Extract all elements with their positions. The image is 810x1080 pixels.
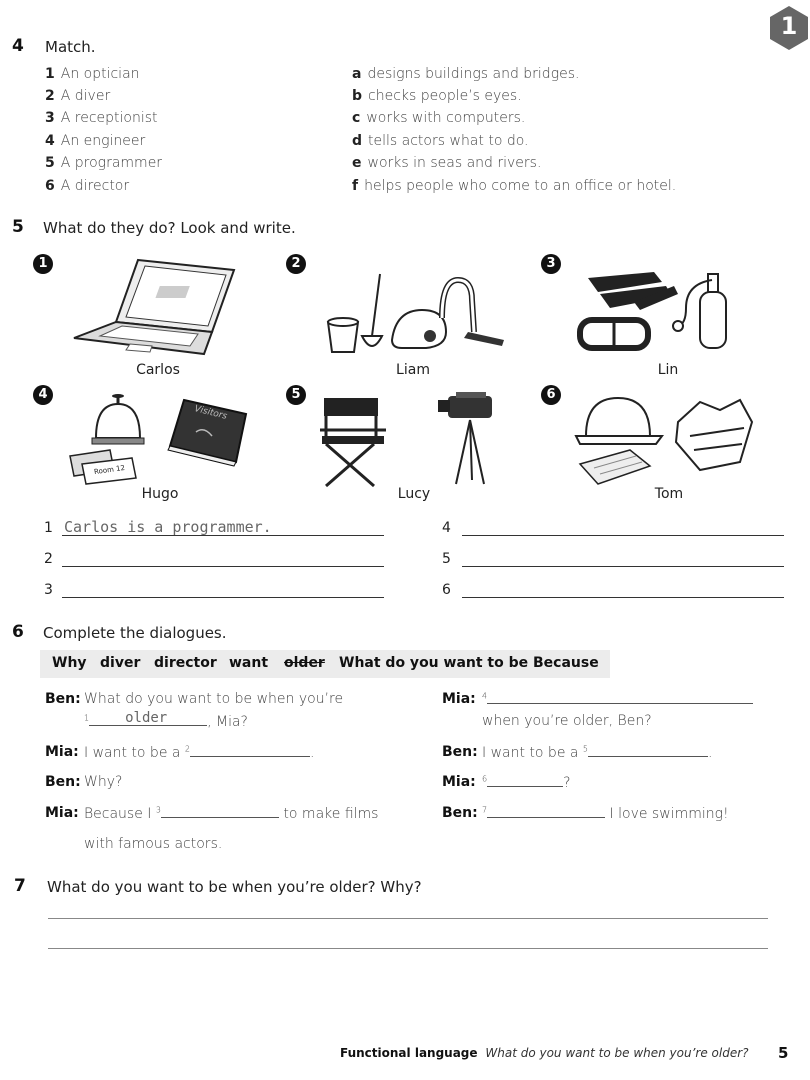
right-dialogue-line-1b: when you’re older, Ben? xyxy=(482,713,652,729)
page-number: 5 xyxy=(778,1044,789,1062)
book-label: Visitors xyxy=(193,404,228,422)
right-dialogue-line-4: $^7$ I love swimming! xyxy=(482,805,729,822)
exercise-6-number: 6 xyxy=(12,622,24,642)
picture-number-3: 3 xyxy=(541,254,561,274)
answer-1-text: Carlos is a programmer. xyxy=(64,518,272,536)
match-left-6: 6 A director xyxy=(45,178,130,194)
exercise-4-number: 4 xyxy=(12,36,24,56)
footer xyxy=(340,1046,749,1060)
hard-hat-icon xyxy=(570,392,760,492)
left-dialogue-line-2: I want to be a $^2$ . xyxy=(84,744,315,761)
picture-name-liam: Liam xyxy=(396,362,430,378)
blank-2[interactable] xyxy=(190,744,310,757)
answer-line-6[interactable] xyxy=(462,597,784,598)
right-dialogue-speaker-2: Ben: xyxy=(442,744,478,760)
match-right-d: d tells actors what to do. xyxy=(352,133,529,149)
word-bank-item-why: Why xyxy=(52,655,87,671)
answer-line-1[interactable] xyxy=(62,535,384,536)
left-dialogue-line-1b: $^1$ older , Mia? xyxy=(84,710,248,730)
left-dialogue-line-3: Why? xyxy=(84,774,123,790)
answer-line-number-6: 6 xyxy=(442,582,451,598)
blank-6[interactable] xyxy=(487,774,563,787)
footer-section: Functional language xyxy=(340,1046,478,1060)
answer-line-4[interactable] xyxy=(462,535,784,536)
exercise-7-number: 7 xyxy=(14,876,26,896)
match-right-a: a designs buildings and bridges. xyxy=(352,66,580,82)
right-dialogue-speaker-4: Ben: xyxy=(442,805,478,821)
picture-name-tom: Tom xyxy=(654,486,684,502)
exercise-6-title: Complete the dialogues. xyxy=(43,624,227,642)
laptop-icon xyxy=(70,258,240,358)
picture-name-lin: Lin xyxy=(657,362,679,378)
left-dialogue-line-4c: with famous actors. xyxy=(84,836,223,852)
exercise-7-title: What do you want to be when you’re older? Why? xyxy=(47,878,422,896)
blank-7[interactable] xyxy=(487,805,605,818)
left-dialogue-speaker-1: Ben: xyxy=(45,691,81,707)
left-dialogue-speaker-4: Mia: xyxy=(45,805,79,821)
left-dialogue-speaker-2: Mia: xyxy=(45,744,79,760)
match-left-3: 3 A receptionist xyxy=(45,110,158,126)
exercise-5-title: What do they do? Look and write. xyxy=(43,219,296,237)
left-dialogue-line-1: What do you want to be when you’re xyxy=(84,691,344,707)
right-dialogue-line-3: $^6$ ? xyxy=(482,774,571,791)
word-bank-item-diver: diver xyxy=(100,655,141,671)
word-bank-item-what-do-you-want-to-be: What do you want to be xyxy=(339,655,529,671)
blank-5[interactable] xyxy=(588,744,708,757)
right-dialogue-speaker-1: Mia: xyxy=(442,691,476,707)
answer-line-number-5: 5 xyxy=(442,551,451,567)
match-left-2: 2 A diver xyxy=(45,88,111,104)
word-bank-item-because: Because xyxy=(533,655,599,671)
match-right-f: f helps people who come to an office or hotel. xyxy=(352,178,677,194)
match-right-c: c works with computers. xyxy=(352,110,526,126)
picture-number-2: 2 xyxy=(286,254,306,274)
match-right-e: e works in seas and rivers. xyxy=(352,155,542,171)
footer-title: What do you want to be when you’re older? xyxy=(485,1046,749,1060)
answer-line-number-1: 1 xyxy=(44,520,53,536)
keycard-label: Room 12 xyxy=(93,463,126,477)
director-chair-icon xyxy=(316,390,506,490)
picture-number-1: 1 xyxy=(33,254,53,274)
blank-3[interactable] xyxy=(161,805,279,818)
match-left-4: 4 An engineer xyxy=(45,133,146,149)
exercise-4-title: Match. xyxy=(45,38,96,56)
diving-gear-icon xyxy=(574,268,762,360)
answer-line-2[interactable] xyxy=(62,566,384,567)
picture-number-5: 5 xyxy=(286,385,306,405)
right-dialogue-speaker-3: Mia: xyxy=(442,774,476,790)
picture-number-4: 4 xyxy=(33,385,53,405)
word-bank-item-director: director xyxy=(154,655,217,671)
right-dialogue-line-1: 4 xyxy=(482,691,753,708)
match-right-b: b checks people’s eyes. xyxy=(352,88,522,104)
picture-name-carlos: Carlos xyxy=(136,362,180,378)
word-bank-item-want: want xyxy=(229,655,269,671)
blank-4[interactable] xyxy=(487,691,753,704)
reception-bell-icon xyxy=(66,392,256,492)
answer-older: older xyxy=(125,710,168,726)
left-dialogue-speaker-3: Ben: xyxy=(45,774,81,790)
cleaning-tools-icon xyxy=(322,270,512,358)
unit-number: 1 xyxy=(780,12,798,40)
word-bank-item-older: older xyxy=(284,655,325,671)
answer-line-number-4: 4 xyxy=(442,520,451,536)
picture-name-hugo: Hugo xyxy=(141,486,179,502)
exercise-7-line-1[interactable] xyxy=(48,918,768,919)
answer-line-number-3: 3 xyxy=(44,582,53,598)
picture-number-6: 6 xyxy=(541,385,561,405)
exercise-5-number: 5 xyxy=(12,217,24,237)
left-dialogue-line-4: Because I $^3$ to make films xyxy=(84,805,379,822)
exercise-7-line-2[interactable] xyxy=(48,948,768,949)
answer-line-3[interactable] xyxy=(62,597,384,598)
answer-line-number-2: 2 xyxy=(44,551,53,567)
match-left-1: 1 An optician xyxy=(45,66,140,82)
picture-name-lucy: Lucy xyxy=(397,486,431,502)
right-dialogue-line-2: I want to be a $^5$ . xyxy=(482,744,713,761)
match-left-5: 5 A programmer xyxy=(45,155,163,171)
answer-line-5[interactable] xyxy=(462,566,784,567)
